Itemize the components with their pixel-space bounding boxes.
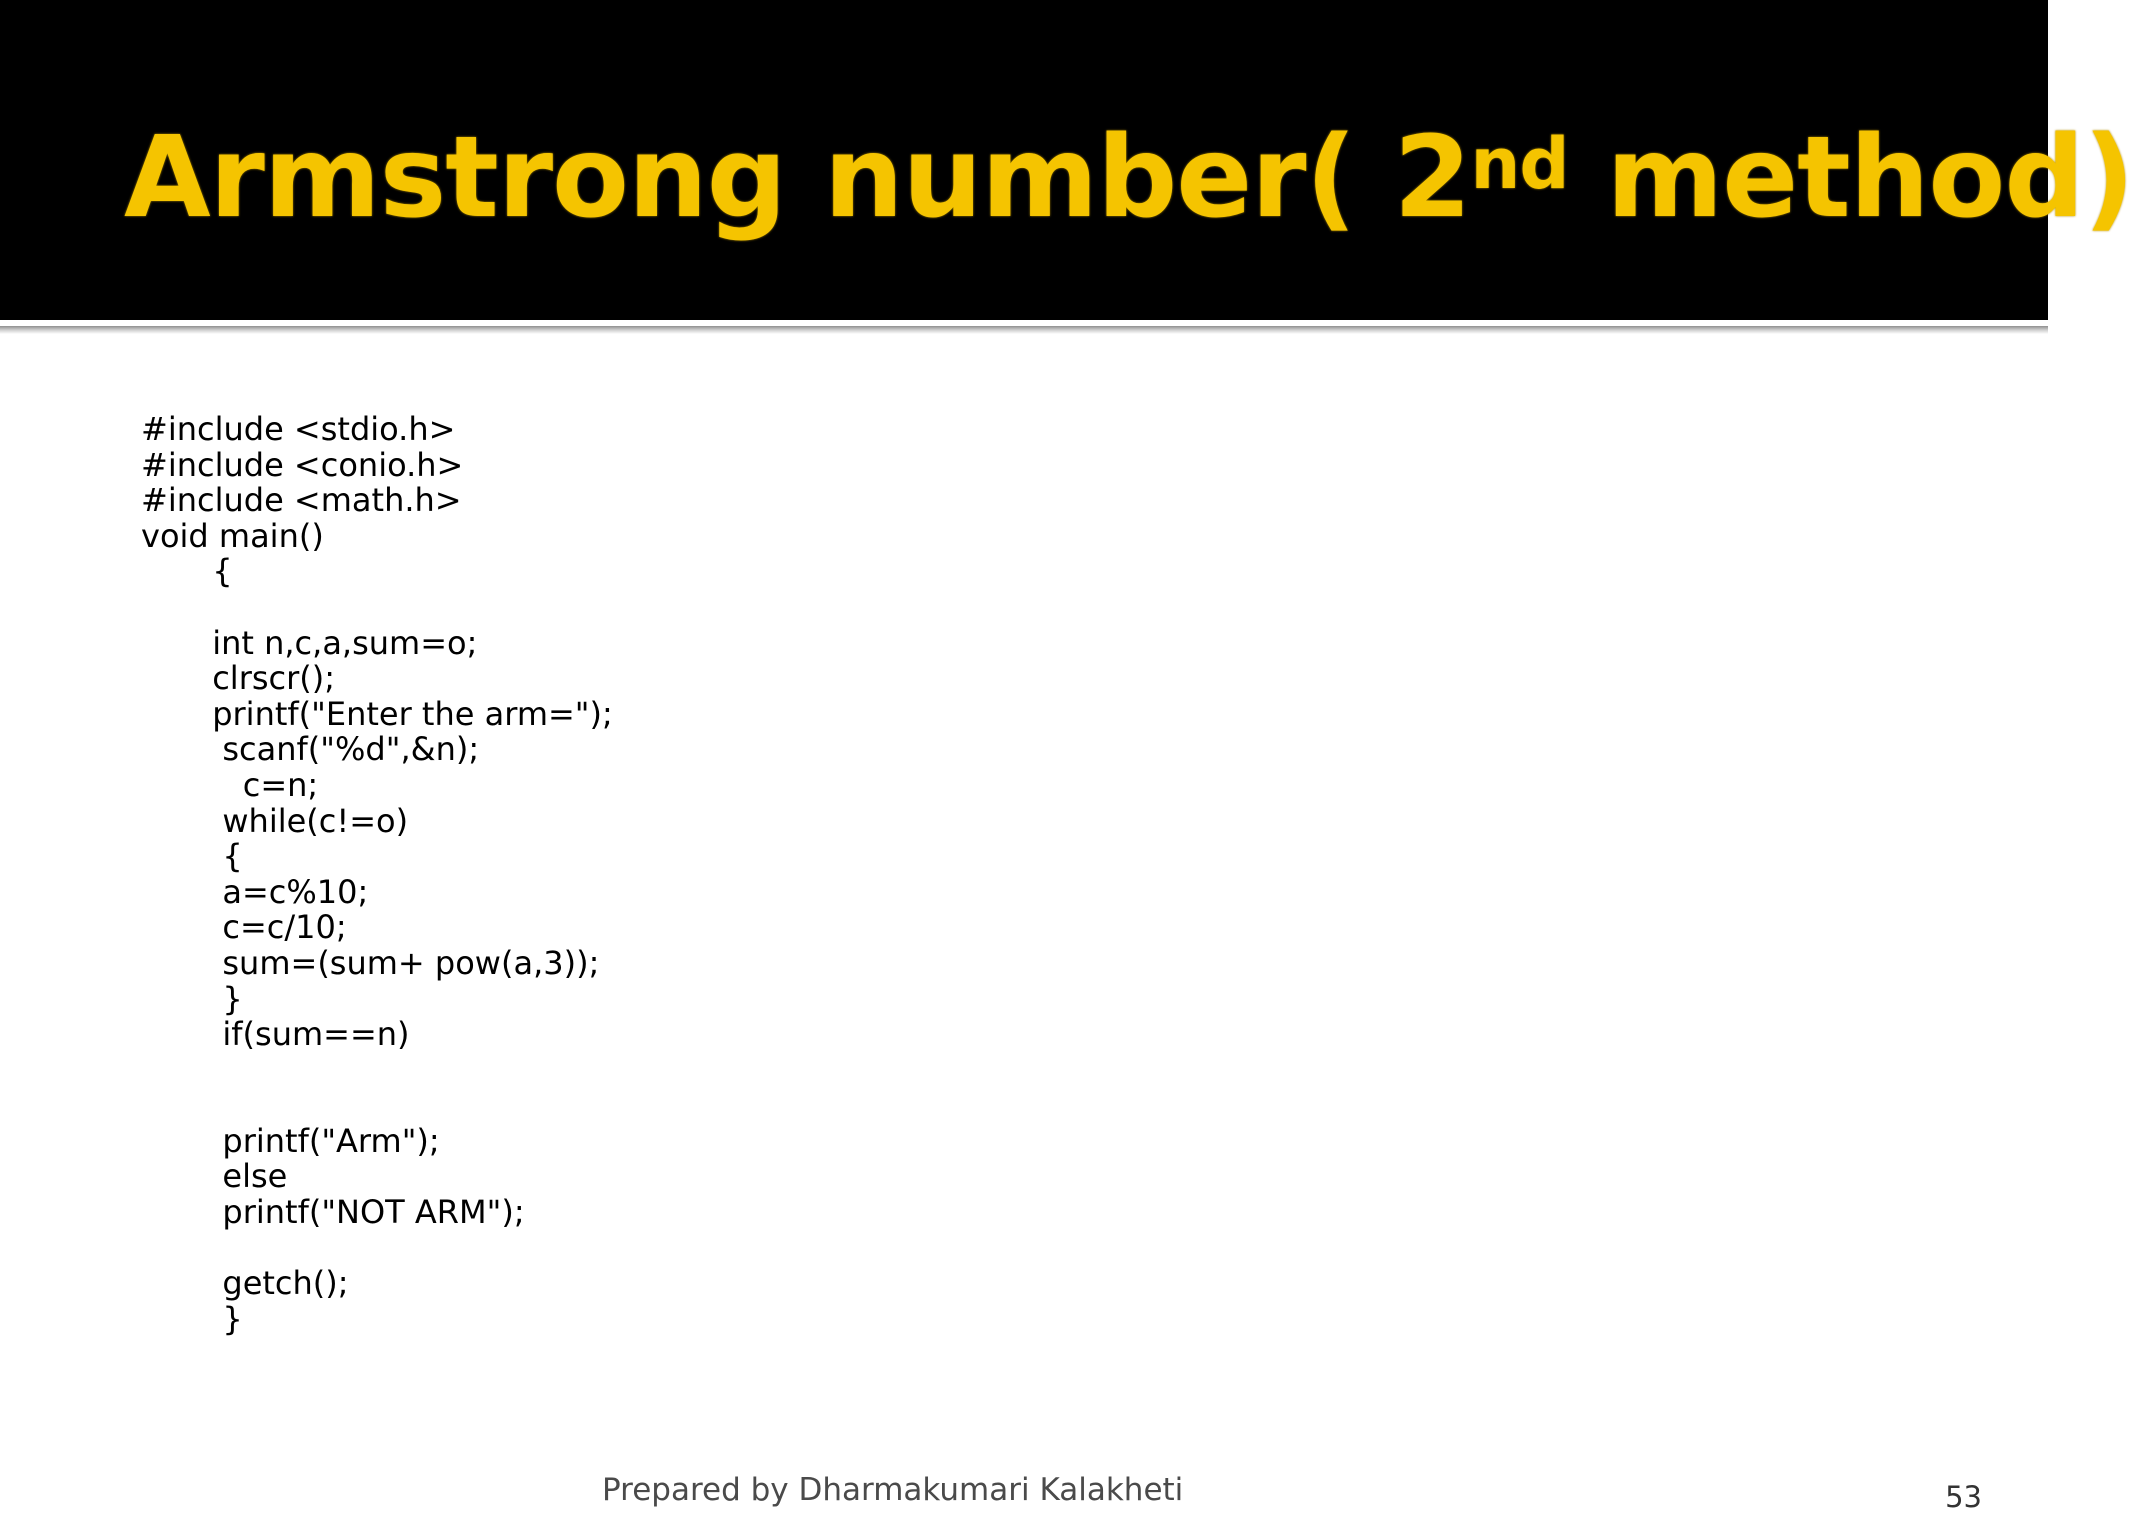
code-line: { bbox=[141, 552, 233, 591]
code-line: clrscr(); bbox=[141, 659, 336, 698]
code-line: { bbox=[141, 837, 243, 876]
title-bar bbox=[0, 0, 2134, 320]
code-line: printf("NOT ARM"); bbox=[141, 1193, 525, 1232]
code-line: scanf("%d",&n); bbox=[141, 730, 480, 769]
code-line bbox=[141, 1088, 613, 1124]
code-line: } bbox=[141, 979, 243, 1018]
code-line: void main() bbox=[141, 516, 324, 555]
code-line: while(c!=o) bbox=[141, 801, 409, 840]
code-line bbox=[141, 1053, 613, 1089]
code-line bbox=[141, 1231, 613, 1267]
code-line: c=n; bbox=[141, 765, 319, 804]
code-line: #include <stdio.h> bbox=[141, 410, 456, 448]
code-line: c=c/10; bbox=[141, 908, 347, 947]
code-line: sum=(sum+ pow(a,3)); bbox=[141, 943, 600, 982]
code-line: int n,c,a,sum=o; bbox=[141, 623, 478, 662]
code-block bbox=[141, 412, 613, 1337]
slide-title bbox=[124, 108, 2134, 248]
slide-title-end: method) bbox=[1568, 113, 2134, 243]
code-line: #include <conio.h> bbox=[141, 445, 464, 484]
slide-title-superscript: nd bbox=[1470, 123, 1569, 205]
code-line: if(sum==n) bbox=[141, 1015, 410, 1054]
code-line: } bbox=[141, 1299, 243, 1338]
code-line: #include <math.h> bbox=[141, 481, 462, 520]
code-line: a=c%10; bbox=[141, 872, 369, 911]
footer-credit: Prepared by Dharmakumari Kalakheti bbox=[602, 1472, 1184, 1508]
code-line: printf("Enter the arm="); bbox=[141, 694, 613, 733]
code-line bbox=[141, 590, 613, 626]
title-divider bbox=[0, 320, 2048, 334]
page-number: 53 bbox=[1945, 1480, 1982, 1514]
slide-title-main: Armstrong number( 2 bbox=[124, 113, 1471, 243]
code-line: else bbox=[141, 1157, 288, 1196]
code-line: getch(); bbox=[141, 1264, 349, 1303]
code-line: printf("Arm"); bbox=[141, 1121, 440, 1160]
